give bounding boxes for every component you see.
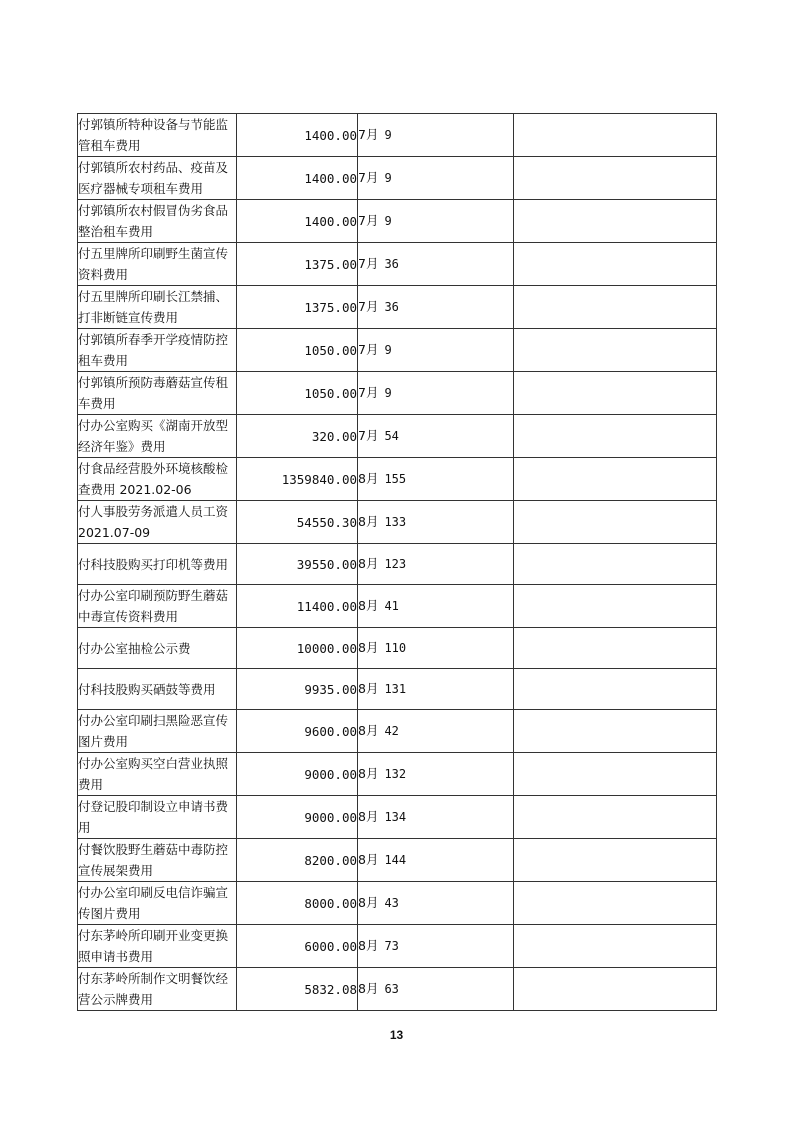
voucher-month: 7月 bbox=[358, 213, 379, 228]
voucher-reference bbox=[358, 501, 514, 544]
expense-description: 付郭镇所农村药品、疫苗及医疗器械专项租车费用 bbox=[78, 157, 237, 200]
ledger-table-container bbox=[77, 113, 716, 1011]
voucher-reference bbox=[358, 710, 514, 753]
voucher-number: 42 bbox=[384, 724, 399, 738]
table-row bbox=[78, 925, 717, 968]
voucher-reference bbox=[358, 372, 514, 415]
voucher-number: 41 bbox=[384, 599, 399, 613]
voucher-reference bbox=[358, 796, 514, 839]
table-row bbox=[78, 839, 717, 882]
expense-amount: 9000.00 bbox=[237, 796, 358, 839]
expense-amount: 8000.00 bbox=[237, 882, 358, 925]
remarks-cell bbox=[514, 243, 717, 286]
expense-description: 付郭镇所农村假冒伪劣食品整治租车费用 bbox=[78, 200, 237, 243]
voucher-month: 8月 bbox=[358, 471, 379, 486]
voucher-number: 110 bbox=[384, 641, 407, 655]
remarks-cell bbox=[514, 200, 717, 243]
expense-amount: 1375.00 bbox=[237, 243, 358, 286]
voucher-reference bbox=[358, 458, 514, 501]
expense-amount: 1375.00 bbox=[237, 286, 358, 329]
expense-amount: 1400.00 bbox=[237, 200, 358, 243]
voucher-number: 9 bbox=[384, 343, 392, 357]
remarks-cell bbox=[514, 968, 717, 1011]
table-row bbox=[78, 157, 717, 200]
table-row bbox=[78, 329, 717, 372]
expense-amount: 1050.00 bbox=[237, 372, 358, 415]
voucher-month: 8月 bbox=[358, 852, 379, 867]
voucher-number: 36 bbox=[384, 300, 399, 314]
voucher-month: 7月 bbox=[358, 170, 379, 185]
remarks-cell bbox=[514, 157, 717, 200]
voucher-reference bbox=[358, 669, 514, 710]
voucher-month: 8月 bbox=[358, 766, 379, 781]
voucher-month: 7月 bbox=[358, 342, 379, 357]
expense-amount: 320.00 bbox=[237, 415, 358, 458]
remarks-cell bbox=[514, 415, 717, 458]
expense-amount: 9935.00 bbox=[237, 669, 358, 710]
remarks-cell bbox=[514, 925, 717, 968]
voucher-month: 8月 bbox=[358, 640, 379, 655]
voucher-number: 9 bbox=[384, 171, 392, 185]
expense-amount: 1359840.00 bbox=[237, 458, 358, 501]
table-row bbox=[78, 585, 717, 628]
voucher-number: 123 bbox=[384, 557, 407, 571]
voucher-month: 7月 bbox=[358, 385, 379, 400]
expense-amount: 1400.00 bbox=[237, 157, 358, 200]
table-row bbox=[78, 200, 717, 243]
voucher-reference bbox=[358, 968, 514, 1011]
voucher-month: 8月 bbox=[358, 895, 379, 910]
table-row bbox=[78, 753, 717, 796]
expense-description: 付办公室购买空白营业执照费用 bbox=[78, 753, 237, 796]
remarks-cell bbox=[514, 286, 717, 329]
expense-description: 付餐饮股野生蘑菇中毒防控宣传展架费用 bbox=[78, 839, 237, 882]
voucher-reference bbox=[358, 628, 514, 669]
voucher-reference bbox=[358, 114, 514, 157]
voucher-reference bbox=[358, 329, 514, 372]
voucher-month: 8月 bbox=[358, 598, 379, 613]
expense-amount: 10000.00 bbox=[237, 628, 358, 669]
voucher-reference bbox=[358, 200, 514, 243]
voucher-number: 43 bbox=[384, 896, 399, 910]
voucher-number: 63 bbox=[384, 982, 399, 996]
table-row bbox=[78, 458, 717, 501]
voucher-reference bbox=[358, 286, 514, 329]
page-number: 13 bbox=[389, 1028, 404, 1042]
expense-amount: 8200.00 bbox=[237, 839, 358, 882]
table-row bbox=[78, 372, 717, 415]
table-row bbox=[78, 710, 717, 753]
expense-description: 付食品经营股外环境核酸检查费用 2021.02-06 bbox=[78, 458, 237, 501]
table-row bbox=[78, 243, 717, 286]
expense-description: 付科技股购买硒鼓等费用 bbox=[78, 669, 237, 710]
expense-description: 付办公室印刷扫黑险恶宣传图片费用 bbox=[78, 710, 237, 753]
remarks-cell bbox=[514, 544, 717, 585]
expense-amount: 1050.00 bbox=[237, 329, 358, 372]
voucher-number: 131 bbox=[384, 682, 407, 696]
remarks-cell bbox=[514, 501, 717, 544]
expense-amount: 5832.08 bbox=[237, 968, 358, 1011]
expense-description: 付办公室抽检公示费 bbox=[78, 628, 237, 669]
voucher-month: 7月 bbox=[358, 428, 379, 443]
remarks-cell bbox=[514, 753, 717, 796]
table-row bbox=[78, 415, 717, 458]
expense-description: 付办公室印刷预防野生蘑菇中毒宣传资料费用 bbox=[78, 585, 237, 628]
voucher-reference bbox=[358, 925, 514, 968]
table-row bbox=[78, 114, 717, 157]
voucher-number: 134 bbox=[384, 810, 407, 824]
voucher-number: 9 bbox=[384, 214, 392, 228]
voucher-reference bbox=[358, 243, 514, 286]
expense-description: 付五里牌所印刷长江禁捕、打非断链宣传费用 bbox=[78, 286, 237, 329]
voucher-number: 36 bbox=[384, 257, 399, 271]
voucher-number: 9 bbox=[384, 128, 392, 142]
voucher-month: 8月 bbox=[358, 681, 379, 696]
voucher-reference bbox=[358, 882, 514, 925]
remarks-cell bbox=[514, 796, 717, 839]
table-row bbox=[78, 628, 717, 669]
remarks-cell bbox=[514, 585, 717, 628]
expense-description: 付办公室购买《湖南开放型经济年鉴》费用 bbox=[78, 415, 237, 458]
expense-amount: 54550.30 bbox=[237, 501, 358, 544]
voucher-number: 155 bbox=[384, 472, 407, 486]
voucher-month: 7月 bbox=[358, 256, 379, 271]
remarks-cell bbox=[514, 628, 717, 669]
voucher-number: 144 bbox=[384, 853, 407, 867]
voucher-month: 8月 bbox=[358, 981, 379, 996]
expense-amount: 39550.00 bbox=[237, 544, 358, 585]
expense-description: 付人事股劳务派遣人员工资 2021.07-09 bbox=[78, 501, 237, 544]
table-row bbox=[78, 796, 717, 839]
remarks-cell bbox=[514, 882, 717, 925]
remarks-cell bbox=[514, 669, 717, 710]
expense-description: 付东茅岭所制作文明餐饮经营公示牌费用 bbox=[78, 968, 237, 1011]
voucher-month: 7月 bbox=[358, 127, 379, 142]
expense-amount: 11400.00 bbox=[237, 585, 358, 628]
remarks-cell bbox=[514, 710, 717, 753]
ledger-body bbox=[78, 114, 717, 1011]
remarks-cell bbox=[514, 458, 717, 501]
table-row bbox=[78, 501, 717, 544]
remarks-cell bbox=[514, 839, 717, 882]
expense-amount: 9000.00 bbox=[237, 753, 358, 796]
voucher-number: 133 bbox=[384, 515, 407, 529]
voucher-reference bbox=[358, 544, 514, 585]
expense-description: 付郭镇所预防毒蘑菇宣传租车费用 bbox=[78, 372, 237, 415]
voucher-reference bbox=[358, 753, 514, 796]
voucher-month: 8月 bbox=[358, 723, 379, 738]
table-row bbox=[78, 882, 717, 925]
voucher-reference bbox=[358, 839, 514, 882]
voucher-month: 8月 bbox=[358, 514, 379, 529]
expense-description: 付科技股购买打印机等费用 bbox=[78, 544, 237, 585]
expense-description: 付郭镇所春季开学疫情防控租车费用 bbox=[78, 329, 237, 372]
voucher-number: 9 bbox=[384, 386, 392, 400]
table-row bbox=[78, 544, 717, 585]
table-row bbox=[78, 968, 717, 1011]
expense-amount: 1400.00 bbox=[237, 114, 358, 157]
expense-description: 付办公室印刷反电信诈骗宣传图片费用 bbox=[78, 882, 237, 925]
table-row bbox=[78, 669, 717, 710]
expense-amount: 6000.00 bbox=[237, 925, 358, 968]
remarks-cell bbox=[514, 329, 717, 372]
table-row bbox=[78, 286, 717, 329]
voucher-number: 132 bbox=[384, 767, 407, 781]
expense-description: 付东茅岭所印刷开业变更换照申请书费用 bbox=[78, 925, 237, 968]
voucher-month: 8月 bbox=[358, 809, 379, 824]
voucher-number: 73 bbox=[384, 939, 399, 953]
voucher-month: 7月 bbox=[358, 299, 379, 314]
remarks-cell bbox=[514, 372, 717, 415]
voucher-month: 8月 bbox=[358, 556, 379, 571]
expense-amount: 9600.00 bbox=[237, 710, 358, 753]
voucher-reference bbox=[358, 585, 514, 628]
expense-description: 付五里牌所印刷野生菌宣传资料费用 bbox=[78, 243, 237, 286]
expense-description: 付郭镇所特种设备与节能监管租车费用 bbox=[78, 114, 237, 157]
voucher-month: 8月 bbox=[358, 938, 379, 953]
expense-description: 付登记股印制设立申请书费用 bbox=[78, 796, 237, 839]
remarks-cell bbox=[514, 114, 717, 157]
voucher-reference bbox=[358, 157, 514, 200]
expense-ledger-table bbox=[77, 113, 717, 1011]
voucher-reference bbox=[358, 415, 514, 458]
voucher-number: 54 bbox=[384, 429, 399, 443]
